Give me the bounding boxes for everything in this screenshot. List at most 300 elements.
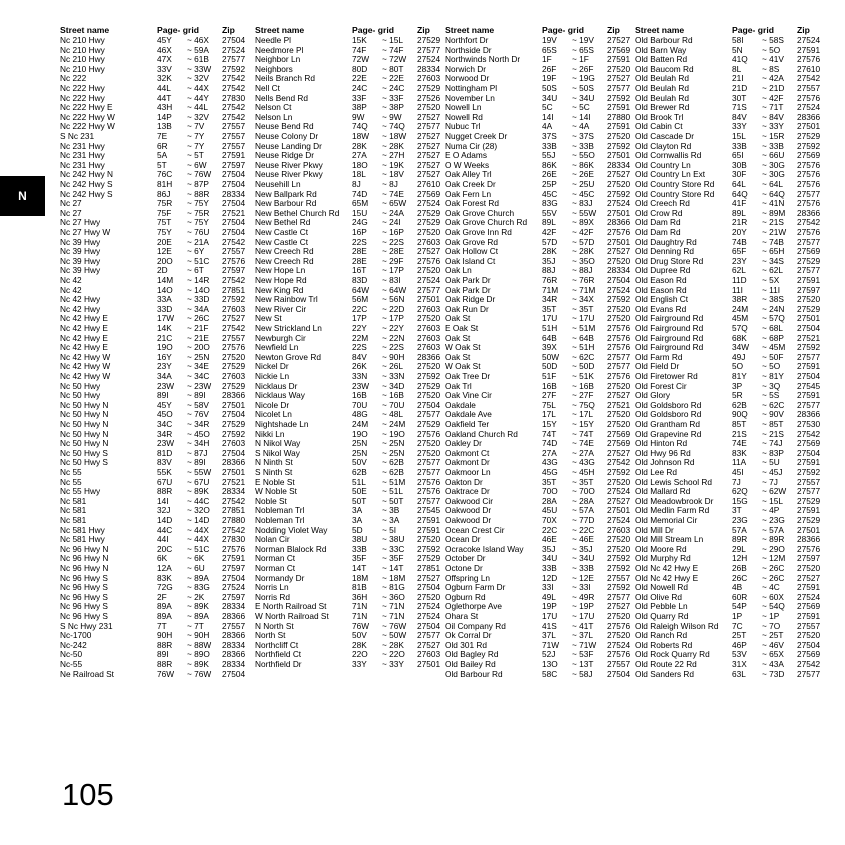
zip-code: 27576 — [417, 476, 441, 487]
street-name-header: Street name — [445, 25, 495, 35]
page-to: ~ 25N — [187, 351, 210, 362]
page-to: ~ 87P — [187, 179, 209, 189]
page-from: 35T — [542, 476, 557, 487]
zip-code: 27527 — [607, 390, 631, 401]
page-from: 57A — [732, 524, 747, 535]
street-name: Nc 96 Hwy S — [60, 601, 108, 612]
zip-code: 27520 — [607, 476, 631, 487]
page-from: 88R — [157, 639, 173, 650]
page-to: ~ 51C — [187, 255, 210, 266]
zip-code: 27524 — [417, 275, 441, 285]
street-name: Nc 42 — [60, 284, 82, 295]
street-name: Oak Grove Church — [445, 207, 515, 218]
page-to: ~ 74J — [762, 438, 783, 449]
page-to: ~ 9W — [382, 111, 402, 122]
page-from: 14K — [157, 323, 172, 333]
street-name: Old Barn Way — [635, 44, 687, 55]
page-from: 23Y — [732, 255, 747, 266]
zip-code: 27597 — [797, 553, 821, 564]
page-from: 90H — [157, 630, 173, 641]
page-from: 34R — [542, 294, 558, 305]
page-to: ~ 6K — [187, 553, 205, 564]
street-name: Oak Park Dr — [445, 275, 491, 285]
page-from: 65S — [542, 44, 557, 55]
street-name: Oakland Church Rd — [445, 428, 518, 439]
street-name: Nc 55 — [60, 476, 82, 487]
page-from: 71S — [732, 102, 747, 113]
zip-code: 27592 — [607, 563, 631, 573]
page-to: ~ 7O — [762, 620, 781, 631]
page-from: 80D — [352, 63, 368, 74]
street-name: Old Nc 42 Hwy E — [635, 563, 699, 573]
page-from: 14P — [157, 111, 172, 122]
zip-code: 27557 — [222, 620, 246, 631]
page-from: 33D — [157, 303, 173, 314]
street-name: Newburgh Cir — [255, 332, 306, 343]
zip-code: 27527 — [417, 159, 441, 170]
street-name: Northcliff Ct — [255, 639, 299, 650]
page-from: 7T — [157, 620, 167, 631]
page-to: ~ 26C — [762, 572, 785, 583]
page-from: 7C — [732, 620, 743, 631]
street-name: N Nikol Way — [255, 438, 301, 449]
zip-code: 27577 — [607, 83, 631, 93]
page-to: ~ 34D — [382, 380, 405, 391]
street-name: Old Dupree Rd — [635, 265, 691, 276]
page-from: 15G — [732, 495, 748, 506]
zip-code: 27576 — [607, 227, 631, 237]
street-name: Nc 27 Hwy W — [60, 227, 111, 237]
page-from: 1F — [542, 54, 552, 65]
street-name: Nc 55 — [60, 467, 82, 477]
street-name: Nicklaus Way — [255, 390, 305, 401]
page-to: ~ 33N — [382, 371, 405, 381]
page-to: ~ 87J — [187, 447, 208, 458]
street-name: New Hope Ln — [255, 265, 306, 276]
page-to: ~ 5O — [762, 44, 781, 55]
street-name: Norwood Dr — [445, 73, 490, 84]
zip-code: 27520 — [797, 563, 821, 573]
page-to: ~ 77D — [572, 515, 595, 525]
zip-code: 27576 — [797, 179, 821, 189]
page-to: ~ 14I — [572, 111, 591, 122]
page-to: ~ 18W — [382, 131, 407, 141]
page-from: 83K — [732, 447, 747, 458]
page-from: 20C — [157, 543, 173, 554]
street-name: Oakmoor Ln — [445, 467, 491, 477]
zip-code: 27569 — [607, 438, 631, 449]
page-to: ~ 64B — [572, 332, 594, 343]
zip-code: 27527 — [607, 73, 631, 84]
page-to: ~ 21E — [187, 332, 209, 343]
street-name: Nc 581 Hwy — [60, 524, 105, 535]
street-name: Neuse Colony Dr — [255, 131, 319, 141]
page-from: 39X — [542, 342, 557, 353]
page-to: ~ 71W — [572, 639, 597, 650]
zip-code: 27576 — [607, 371, 631, 381]
street-name: Neuse Bend Rd — [255, 121, 314, 132]
zip-code: 27524 — [607, 198, 631, 209]
zip-code: 27504 — [417, 399, 441, 410]
street-name: W Oak St — [445, 361, 481, 372]
zip-code: 27576 — [222, 255, 246, 266]
street-name: Nc 42 Hwy W — [60, 371, 111, 381]
zip-code: 27504 — [417, 582, 441, 593]
page-to: ~ 45O — [187, 428, 210, 439]
page-from: 19P — [542, 601, 557, 612]
street-name: Old Goldsboro Rd — [635, 399, 702, 410]
page-grid-header: Page- grid — [352, 25, 395, 35]
page-from: 86J — [157, 188, 171, 199]
street-name: Oil Company Rd — [445, 620, 506, 631]
page-from: 18L — [352, 169, 366, 180]
page-from: 19O — [352, 428, 368, 439]
street-name: Old Barbour Rd — [635, 35, 693, 45]
page-from: 12E — [157, 246, 172, 257]
street-name: Old Field Dr — [635, 361, 680, 372]
zip-code: 27569 — [797, 649, 821, 660]
street-name: Nc 242 Hwy S — [60, 179, 113, 189]
page-from: 74F — [352, 44, 367, 55]
zip-code: 27520 — [797, 630, 821, 641]
page-to: ~ 28K — [572, 246, 594, 257]
page-to: ~ 71M — [572, 284, 596, 295]
zip-code: 27545 — [417, 505, 441, 516]
page-from: 46E — [542, 534, 557, 545]
page-to: ~ 42F — [762, 92, 784, 103]
street-name: Nc-50 — [60, 649, 83, 660]
page-from: 44L — [157, 83, 171, 93]
street-name: E O Adams — [445, 150, 487, 161]
page-to: ~ 74B — [762, 236, 784, 247]
street-name: Ocracoke Island Way — [445, 543, 524, 554]
page-to: ~ 5S — [762, 390, 780, 401]
page-from: 20O — [157, 255, 173, 266]
page-from: 33V — [157, 63, 172, 74]
page-to: ~ 34E — [187, 361, 209, 372]
page-from: 25N — [352, 438, 368, 449]
page-to: ~ 33I — [572, 582, 591, 593]
zip-code: 27576 — [222, 342, 246, 353]
page-to: ~ 7T — [187, 620, 204, 631]
page-to: ~ 51L — [382, 486, 403, 497]
page-to: ~ 37S — [572, 131, 594, 141]
street-name: New Bethel Rd — [255, 217, 311, 228]
page-to: ~ 22D — [382, 303, 405, 314]
page-from: 25P — [542, 179, 557, 189]
zip-code: 27527 — [607, 169, 631, 180]
page-to: ~ 51K — [572, 371, 594, 381]
page-from: 46X — [157, 44, 172, 55]
page-to: ~ 5X — [762, 275, 780, 285]
page-from: 15L — [732, 131, 746, 141]
zip-code: 27527 — [417, 639, 441, 650]
street-name: Oak Vine Cir — [445, 390, 492, 401]
zip-code: 27527 — [607, 35, 631, 45]
street-name: Nc 42 Hwy — [60, 303, 101, 314]
page-from: 74D — [352, 188, 368, 199]
page-to: ~ 1F — [572, 54, 589, 65]
zip-code: 27520 — [607, 131, 631, 141]
page-to: ~ 74T — [572, 428, 594, 439]
page-to: ~ 65W — [382, 198, 407, 209]
zip-code: 27504 — [797, 639, 821, 650]
page-from: 65F — [732, 246, 747, 257]
street-name: North St — [255, 630, 286, 641]
page-to: ~ 36O — [382, 591, 405, 602]
page-from: 45Y — [157, 35, 172, 45]
street-name: Nc 210 Hwy — [60, 35, 105, 45]
page-to: ~ 59A — [187, 44, 209, 55]
street-name: New Barbour Rd — [255, 198, 317, 209]
page-from: 14M — [157, 275, 174, 285]
zip-code: 27592 — [797, 467, 821, 477]
zip-code: 27526 — [417, 92, 441, 103]
page-from: 14I — [157, 495, 169, 506]
zip-code: 27591 — [797, 275, 821, 285]
page-from: 21I — [732, 73, 744, 84]
page-from: 62B — [352, 467, 367, 477]
page-to: ~ 89I — [187, 390, 206, 401]
page-from: 30T — [732, 92, 747, 103]
page-from: 38U — [352, 534, 368, 545]
page-from: 49J — [732, 351, 746, 362]
street-name: Noble St — [255, 495, 287, 506]
page-from: 38P — [352, 102, 367, 113]
zip-code: 27577 — [417, 457, 441, 468]
street-name: Nc 50 Hwy N — [60, 419, 109, 429]
zip-code: 27576 — [797, 543, 821, 554]
zip-code: 27592 — [417, 371, 441, 381]
street-name: Oakmont Dr — [445, 457, 490, 468]
zip-code: 27520 — [607, 611, 631, 621]
street-name: Nc 96 Hwy S — [60, 591, 108, 602]
zip-code: 27591 — [797, 582, 821, 593]
zip-code: 27591 — [797, 390, 821, 401]
zip-code: 27577 — [417, 44, 441, 55]
zip-code: 27527 — [222, 313, 246, 324]
page-to: ~ 66U — [762, 150, 785, 161]
zip-code: 27597 — [222, 591, 246, 602]
zip-code: 27527 — [417, 169, 441, 180]
page-from: 76W — [157, 668, 175, 679]
street-name: Old Batten Rd — [635, 54, 688, 65]
zip-code: 27520 — [417, 102, 441, 113]
zip-code: 27577 — [797, 265, 821, 276]
page-to: ~ 57A — [572, 505, 594, 516]
page-to: ~ 33W — [187, 63, 212, 74]
page-to: ~ 65H — [762, 246, 785, 257]
street-name: Nc 39 Hwy — [60, 236, 101, 247]
street-name: Normandy Dr — [255, 572, 305, 583]
page-from: 33B — [542, 563, 557, 573]
zip-code: 27603 — [417, 323, 441, 333]
page-to: ~ 15L — [382, 35, 403, 45]
page-to: ~ 34X — [572, 294, 594, 305]
page-to: ~ 6T — [187, 265, 204, 276]
page-from: 9W — [352, 111, 365, 122]
zip-code: 27527 — [417, 140, 441, 151]
page-to: ~ 57Q — [762, 313, 785, 324]
page-to: ~ 35J — [572, 543, 593, 554]
zip-code: 27592 — [607, 294, 631, 305]
zip-code: 27524 — [607, 284, 631, 295]
street-name: Oak Forest Rd — [445, 198, 499, 209]
street-name: Nickel Dr — [255, 361, 289, 372]
zip-code: 27524 — [222, 582, 246, 593]
zip-code: 27576 — [607, 323, 631, 333]
zip-code: 28366 — [222, 649, 246, 660]
page-from: 5A — [157, 150, 168, 161]
page-to: ~ 83G — [187, 582, 210, 593]
zip-code: 27577 — [797, 188, 821, 199]
page-to: ~ 44X — [187, 534, 209, 545]
page-to: ~ 35T — [572, 476, 594, 487]
street-name: Nicole Dr — [255, 399, 290, 410]
zip-code: 27520 — [607, 543, 631, 554]
street-name: Oak Run Dr — [445, 303, 489, 314]
zip-code: 27603 — [417, 236, 441, 247]
page-from: 20Y — [732, 227, 747, 237]
street-name: Old Country Store Rd — [635, 179, 715, 189]
zip-code: 27557 — [607, 572, 631, 583]
page-to: ~ 33C — [382, 543, 405, 554]
page-from: 27A — [542, 447, 557, 458]
page-to: ~ 23W — [187, 380, 212, 391]
street-name: Norris Rd — [255, 591, 291, 602]
page-from: 74B — [732, 236, 747, 247]
page-to: ~ 28K — [382, 639, 404, 650]
page-to: ~ 14O — [187, 284, 210, 295]
page-to: ~ 75Y — [187, 198, 209, 209]
zip-code: 27521 — [607, 399, 631, 410]
page-to: ~ 27F — [572, 390, 594, 401]
page-to: ~ 62C — [762, 399, 785, 410]
street-name: Nugget Creek Dr — [445, 131, 508, 141]
zip-code: 27592 — [417, 543, 441, 554]
zip-code: 27501 — [607, 150, 631, 161]
page-to: ~ 7V — [187, 121, 205, 132]
page-to: ~ 90H — [382, 351, 405, 362]
zip-code: 27591 — [797, 457, 821, 468]
page-to: ~ 61B — [187, 54, 209, 65]
page-to: ~ 42A — [762, 73, 784, 84]
page-from: 17U — [542, 611, 558, 621]
street-name: Old Dam Rd — [635, 227, 681, 237]
page-to: ~ 28K — [382, 140, 404, 151]
page-from: 33Y — [352, 659, 367, 669]
page-from: 88R — [157, 486, 173, 497]
zip-code: 27527 — [607, 246, 631, 257]
page-to: ~ 89K — [187, 659, 209, 669]
street-name: Oak Hollow Ct — [445, 246, 499, 257]
zip-code: 27592 — [607, 582, 631, 593]
zip-code: 27504 — [417, 620, 441, 631]
page-to: ~ 21D — [762, 83, 785, 93]
page-to: ~ 22N — [382, 332, 405, 343]
page-from: 71N — [352, 611, 368, 621]
street-name: Oakley Dr — [445, 438, 482, 449]
zip-code: 27504 — [222, 572, 246, 583]
page-from: 86K — [542, 159, 557, 170]
page-from: 11D — [732, 275, 747, 285]
street-name: E Oak St — [445, 323, 479, 333]
page-from: 20E — [157, 236, 172, 247]
zip-code: 27592 — [222, 294, 246, 305]
zip-code: 27557 — [222, 131, 246, 141]
zip-code: 28334 — [222, 601, 246, 612]
zip-code: 27524 — [797, 35, 821, 45]
page-to: ~ 83P — [762, 447, 784, 458]
zip-code: 27529 — [417, 419, 441, 429]
zip-code: 27524 — [222, 44, 246, 55]
zip-code: 27529 — [417, 35, 441, 45]
page-to: ~ 76W — [187, 169, 212, 180]
street-name: Ok Corral Dr — [445, 630, 492, 641]
street-name: Oak Creek Dr — [445, 179, 496, 189]
street-name: S Nikol Way — [255, 447, 300, 458]
page-to: ~ 34A — [187, 303, 209, 314]
street-name: Nc 242 Hwy S — [60, 188, 113, 199]
street-name: Oak Island Ct — [445, 255, 496, 266]
street-name: Nc 50 Hwy N — [60, 438, 109, 449]
page-from: 14O — [157, 284, 173, 295]
street-name: Old Creech Rd — [635, 198, 690, 209]
zip-code: 27504 — [222, 217, 246, 228]
street-name: Oaktrace Dr — [445, 486, 490, 497]
street-name: Nc 96 Hwy S — [60, 611, 108, 621]
street-name: W Noble St — [255, 486, 297, 497]
zip-code: 27557 — [797, 476, 821, 487]
street-name: Neils Branch Rd — [255, 73, 315, 84]
page-to: ~ 17P — [382, 313, 404, 324]
street-name: Nc-55 — [60, 659, 83, 669]
street-name: E Noble St — [255, 476, 295, 487]
zip-code: 27520 — [417, 227, 441, 237]
zip-code: 27520 — [607, 255, 631, 266]
street-name: Nc 96 Hwy N — [60, 553, 109, 564]
zip-code: 28366 — [222, 390, 246, 401]
street-name: Nc 50 Hwy — [60, 390, 101, 401]
zip-code: 27504 — [222, 447, 246, 458]
zip-code: 28366 — [222, 630, 246, 641]
street-name: Old Fairground Rd — [635, 313, 704, 324]
page-to: ~ 37L — [572, 630, 593, 641]
page-to: ~ 17L — [572, 409, 593, 420]
page-to: ~ 24N — [762, 303, 785, 314]
street-name: Octone Dr — [445, 563, 483, 573]
page-to: ~ 58S — [762, 35, 784, 45]
zip-code: 27557 — [222, 332, 246, 343]
street-name: Old Cabin Ct — [635, 121, 683, 132]
street-name: Ocean Crest Cir — [445, 524, 505, 535]
street-name: Norwich Dr — [445, 63, 487, 74]
page-from: 28K — [352, 140, 367, 151]
zip-code: 27591 — [797, 361, 821, 372]
page-from: 23G — [732, 515, 748, 525]
page-from: 12H — [732, 553, 748, 564]
street-name: Nc 27 — [60, 207, 82, 218]
page-from: 30B — [732, 159, 747, 170]
street-name: Nc 231 Hwy — [60, 150, 105, 161]
zip-code: 27577 — [607, 361, 631, 372]
page-to: ~ 89O — [187, 649, 210, 660]
page-to: ~ 27A — [572, 447, 594, 458]
page-from: 72G — [157, 582, 173, 593]
page-to: ~ 65X — [762, 649, 784, 660]
page-from: 32K — [157, 73, 172, 84]
street-name: Old Brook Trl — [635, 111, 684, 122]
